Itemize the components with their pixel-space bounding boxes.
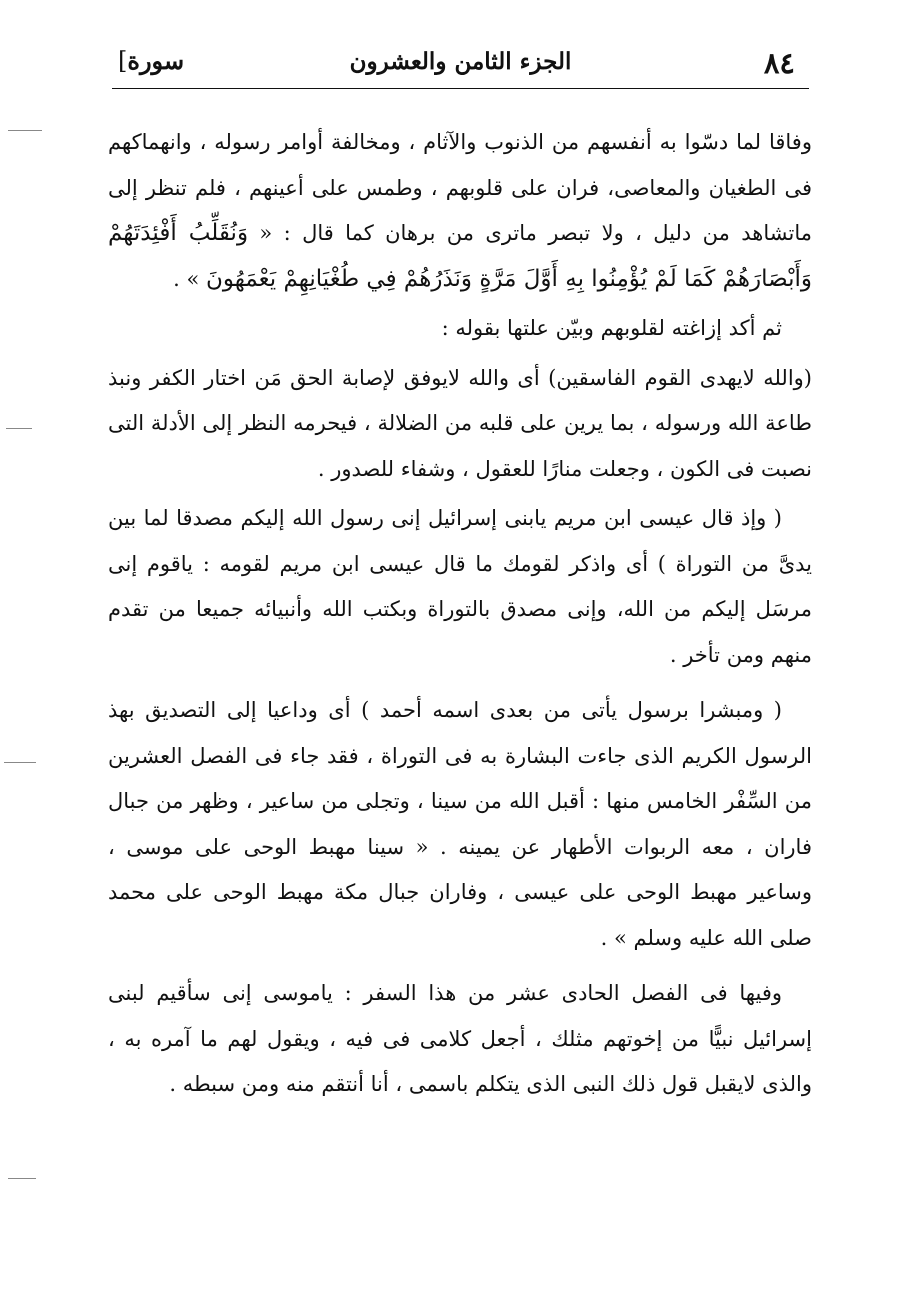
quran-verse: وَنُقَلِّبُ أَفْئِدَتَهُمْ وَأَبْصَارَهُمْ كَمَا لَمْ يُؤْمِنُوا بِهِ أَوَّلَ مَرَّةٍ وَنَذَرُهُمْ فِي طُغْيَانِهِمْ يَعْمَهُونَ	[108, 220, 812, 292]
paragraph-3: (والله لايهدى القوم الفاسقين) أى والله لايوفق لإصابة الحق مَن اختار الكفر ونبذ طاعة الله ورسوله ، بما يرين على قلبه من الضلالة ، فيحرمه النظر إلى الأدلة التى نصبت فى الكون ، وجعلت منارًا للعقول ، وشفاء للصدور .	[108, 365, 812, 481]
paragraph-1	[108, 120, 812, 302]
header-rule	[112, 88, 809, 89]
running-title: الجزء الثامن والعشرون	[349, 48, 572, 75]
surah-label-bracket: ]	[118, 47, 128, 75]
scan-speck	[8, 1178, 36, 1179]
page-number: ٨٤	[763, 46, 795, 80]
surah-label	[116, 46, 184, 75]
scan-speck	[8, 130, 42, 131]
paragraph-1-text: وفاقا لما دسّوا به أنفسهم من الذنوب والآثام ، ومخالفة أوامر رسوله ، وانهماكهم فى الطغيان والمعاصى، فران على قلوبهم ، وطمس على أعينهم ، فلم تنظر إلى ماتشاهد من دليل ، ولا تبصر ماترى من برهان كما قال : «	[108, 130, 812, 245]
paragraph-2: ثم أكد إزاغته لقلوبهم وبيّن علتها بقوله :	[441, 316, 782, 340]
surah-label-text: سورة	[127, 46, 185, 75]
paragraph-4: ( وإذ قال عيسى ابن مريم يابنى إسرائيل إنى رسول الله إليكم مصدقا لما بين يدىَّ من التوراة ) أى واذكر لقومك ما قال عيسى ابن مريم لقومه : ياقوم إنى مرسَل إليكم من الله، وإنى مصدق بالتوراة وبكتب الله وأنبيائه جميعا من تقدم منهم ومن تأخر .	[108, 506, 812, 667]
paragraph-5: ( ومبشرا برسول يأتى من بعدى اسمه أحمد ) أى وداعيا إلى التصديق بهذ الرسول الكريم الذى جاءت البشارة به فى التوراة ، فقد جاء فى الفصل العشرين من السِّفْر الخامس منها : أقبل الله من سينا ، وتجلى من ساعير ، وظهر من جبال فاران ، معه الربوات الأطهار عن يمينه . « سينا مهبط الوحى على موسى ، وساعير مهبط الوحى على عيسى ، وفاران جبال مكة مهبط الوحى على محمد صلى الله عليه وسلم » .	[108, 698, 812, 950]
running-header	[112, 38, 809, 88]
scan-speck	[4, 762, 36, 763]
paragraph-1-end: » .	[173, 266, 206, 291]
paragraph-6: وفيها فى الفصل الحادى عشر من هذا السفر : ياموسى إنى سأقيم لبنى إسرائيل نبيًّا من إخوتهم مثلك ، أجعل كلامى فى فيه ، ويقول لهم ما آمره به ، والذى لايقبل قول ذلك النبى الذى يتكلم باسمى ، أنا أنتقم منه ومن سبطه .	[108, 981, 812, 1096]
body-text	[108, 120, 812, 1108]
scan-speck	[6, 428, 32, 429]
